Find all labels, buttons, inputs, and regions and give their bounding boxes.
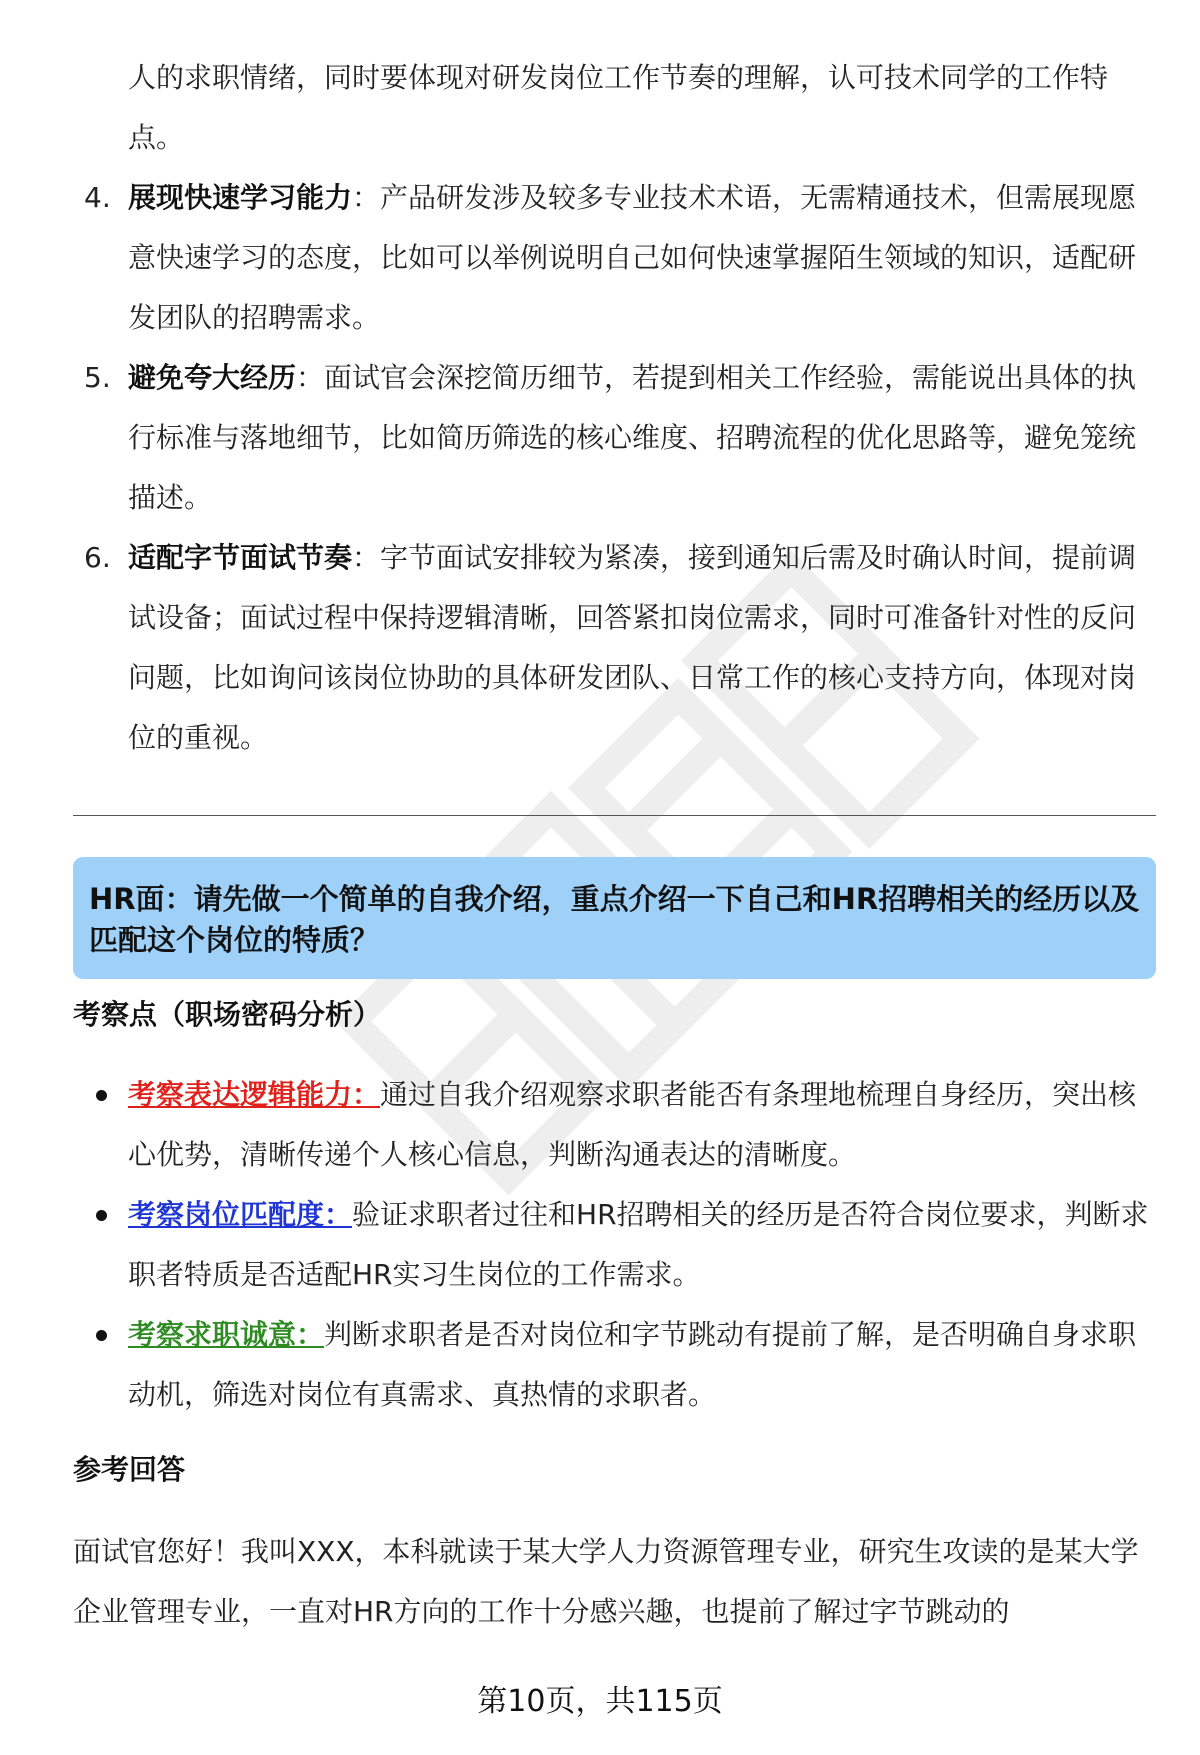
question-text: HR面：请先做一个简单的自我介绍，重点介绍一下自己和HR招聘相关的经历以及匹配这个岗位的特质？: [89, 882, 1140, 957]
step-text: ：字节面试安排较为紧凑，接到通知后需及时确认时间，提前调试设备；面试过程中保持逻辑清晰，回答紧扣岗位需求，同时可准备针对性的反问问题，比如询问该岗位协助的具体研发团队、日常工作的核心支持方向，体现对岗位的重视。: [128, 541, 1137, 754]
list-item: [80, 528, 1148, 768]
bullet-icon: [96, 1330, 107, 1341]
point-label: 考察求职诚意：: [128, 1318, 325, 1351]
step-title: 避免夸大经历: [128, 361, 297, 394]
step-title: 展现快速学习能力: [128, 181, 353, 214]
step-number: 5.: [84, 361, 111, 394]
step-text: ：产品研发涉及较多专业技术术语，无需精通技术，但需展现愿意快速学习的态度，比如可以举例说明自己如何快速掌握陌生领域的知识，适配研发团队的招聘需求。: [128, 181, 1137, 334]
bullet-icon: [96, 1210, 107, 1221]
tips-list: [80, 168, 1148, 768]
page-number: 第10页，共115页: [477, 1684, 723, 1719]
list-item: [80, 348, 1148, 528]
bullet-icon: [96, 1090, 107, 1101]
answer-heading: 参考回答: [73, 1453, 186, 1486]
point-label: 考察表达逻辑能力：: [128, 1078, 381, 1111]
question-box: [73, 857, 1156, 979]
intro-continuation: 人的求职情绪，同时要体现对研发岗位工作节奏的理解，认可技术同学的工作特点。: [128, 61, 1109, 154]
point-text: 验证求职者过往和HR招聘相关的经历是否符合岗位要求，判断求职者特质是否适配HR实习生岗位的工作需求。: [128, 1198, 1149, 1291]
assessment-points: [80, 1065, 1160, 1425]
step-title: 适配字节面试节奏: [128, 541, 353, 574]
section-divider: [73, 815, 1156, 816]
point-text: 判断求职者是否对岗位和字节跳动有提前了解，是否明确自身求职动机，筛选对岗位有真需求、真热情的求职者。: [128, 1318, 1137, 1411]
list-item: [80, 1305, 1160, 1425]
step-number: 4.: [84, 181, 111, 214]
answer-text: 面试官您好！我叫XXX，本科就读于某大学人力资源管理专业，研究生攻读的是某大学企业管理专业，一直对HR方向的工作十分感兴趣，也提前了解过字节跳动的: [73, 1535, 1139, 1628]
point-label: 考察岗位匹配度：: [128, 1198, 353, 1231]
point-text: 通过自我介绍观察求职者能否有条理地梳理自身经历，突出核心优势，清晰传递个人核心信息，判断沟通表达的清晰度。: [128, 1078, 1137, 1171]
step-number: 6.: [84, 541, 111, 574]
list-item: [80, 1185, 1160, 1305]
step-text: ：面试官会深挖简历细节，若提到相关工作经验，需能说出具体的执行标准与落地细节，比如简历筛选的核心维度、招聘流程的优化思路等，避免笼统描述。: [128, 361, 1137, 514]
list-item: [80, 168, 1148, 348]
points-heading: 考察点（职场密码分析）: [73, 998, 382, 1031]
list-item: [80, 1065, 1160, 1185]
